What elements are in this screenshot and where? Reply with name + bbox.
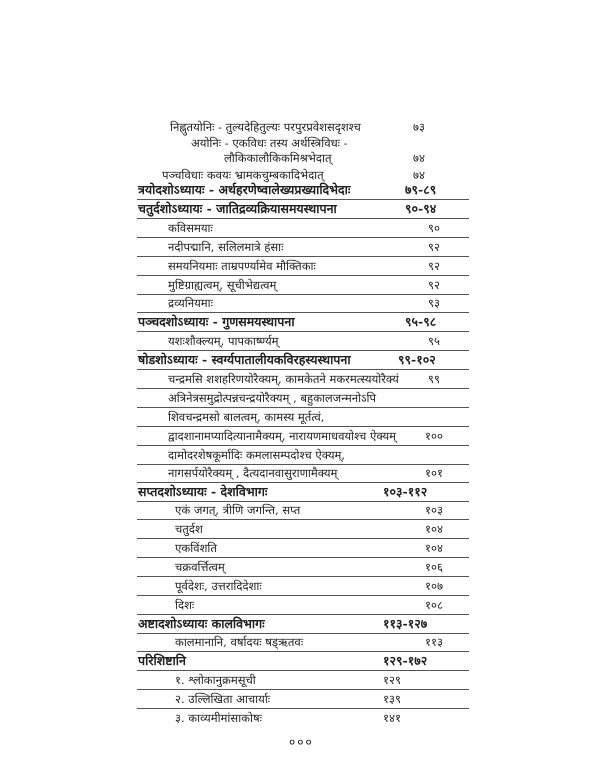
row-divider <box>137 426 469 427</box>
row-divider <box>137 464 469 465</box>
row-divider <box>137 388 469 389</box>
toc-entry-page: ७३ <box>413 120 425 134</box>
row-divider <box>137 331 469 332</box>
chapter-page-range: ९९-१०२ <box>398 352 436 367</box>
row-divider <box>137 275 469 276</box>
toc-entry-page: ११३ <box>425 635 443 649</box>
toc-entry-page: ९३ <box>428 296 440 310</box>
chapter-heading: त्रयोदशोऽध्यायः - अर्थहरणेष्वालेख्यप्रख्यादिभेदाः <box>138 182 351 197</box>
toc-entry-page: ९५ <box>428 334 440 348</box>
row-divider <box>137 218 469 219</box>
toc-entry-text: नागसर्पयोरैक्यम् , दैत्यदानवासुराणामैक्यम् <box>168 466 338 480</box>
row-divider <box>137 369 469 370</box>
toc-entry-text: दामोदरशेषकूर्मादिः कमलासम्पदोश्च ऐक्यम्, <box>168 448 346 462</box>
toc-entry-text: १. श्लोकानुक्रमसूची <box>175 673 256 687</box>
toc-entry-text: द्रव्यनियमाः <box>168 296 213 310</box>
chapter-page-range: १०३-११२ <box>383 484 428 499</box>
toc-entry-page: १०७ <box>425 579 443 593</box>
toc-entry-page: १०६ <box>425 560 443 574</box>
toc-entry-text: शिवचन्द्रमसो बालत्वम्, कामस्य मूर्तत्वं, <box>168 410 325 424</box>
chapter-heading: षोडशोऽध्यायः - स्वर्ग्यपातालीयकविरहस्यस्थापना <box>138 352 351 367</box>
toc-entry-text: अत्रिनेत्रसमुद्रोत्पन्नचन्द्रयोरैक्यम् , बहुकालजन्मनोऽपि <box>168 391 376 405</box>
row-divider <box>137 614 469 615</box>
row-divider <box>137 595 469 596</box>
toc-entry-page: ९२ <box>428 259 440 273</box>
toc-entry-text: कालमानानि, वर्षादयः षड्ऋतवः <box>175 635 304 649</box>
row-divider <box>137 519 469 520</box>
toc-entry-text: एकविंशति <box>175 541 217 555</box>
chapter-page-range: ११३-१२७ <box>383 616 428 631</box>
toc-entry-page: १०४ <box>425 541 443 555</box>
row-divider <box>137 199 469 200</box>
toc-entry-page: १३९ <box>383 692 401 706</box>
toc-entry-page: १०० <box>425 429 443 443</box>
row-divider <box>137 557 469 558</box>
row-divider <box>137 651 469 652</box>
chapter-heading: अष्टादशोऽध्यायः कालविभागः <box>138 616 265 631</box>
row-divider <box>137 538 469 539</box>
toc-entry-text: अयोनिः - एकविधः तस्य अर्थस्त्रिविधः - <box>191 136 348 150</box>
chapter-page-range: ७९-८९ <box>405 182 437 197</box>
toc-entry-page: ९२ <box>428 278 440 292</box>
toc-entry-page: ९९ <box>428 372 440 386</box>
row-divider <box>137 689 469 690</box>
toc-entry-page: ७४ <box>413 168 425 182</box>
end-mark: ००० <box>289 735 314 749</box>
row-divider <box>137 256 469 257</box>
toc-entry-page: १०३ <box>425 503 443 517</box>
row-divider <box>137 445 469 446</box>
row-divider <box>137 237 469 238</box>
row-divider <box>137 294 469 295</box>
toc-entry-text: कविसमयाः <box>168 221 213 235</box>
toc-entry-text: चन्द्रमसि शशहरिणयोरैक्यम्, कामकेतने मकरमत्स्ययोरैक्यं <box>168 372 399 386</box>
row-divider <box>137 708 469 709</box>
row-divider <box>137 312 469 313</box>
toc-entry-page: ७४ <box>413 151 425 165</box>
toc-entry-page: १०८ <box>425 598 443 612</box>
row-divider <box>137 407 469 408</box>
toc-entry-page: १०४ <box>425 522 443 536</box>
toc-entry-text: पञ्चविधाः कवयः भ्रामकचुम्बकादिभेदात् <box>162 168 324 182</box>
toc-entry-text: चक्रवर्त्तित्वम् <box>175 560 225 574</box>
toc-entry-text: ३. काव्यमीमांसाकोषः <box>175 711 262 725</box>
appendix-heading: परिशिष्टानि <box>138 653 186 668</box>
row-divider <box>137 670 469 671</box>
chapter-heading: चतुर्दशोऽध्यायः - जातिद्रव्यक्रियासमयस्थापना <box>138 201 337 216</box>
toc-entry-page: १२९ <box>383 673 401 687</box>
chapter-page-range: ९०-९४ <box>405 201 437 216</box>
toc-entry-text: नदीपद्मानि, सलिलमात्रे हंसाः <box>168 240 284 254</box>
toc-entry-text: दिशः <box>175 598 195 612</box>
toc-entry-text: समयनियमाः ताम्रपर्ण्यामेव मौक्तिकाः <box>168 259 316 273</box>
chapter-page-range: ९५-९८ <box>405 314 437 329</box>
toc-entry-text: एकं जगत्, त्रीणि जगन्ति, सप्त <box>175 503 301 517</box>
chapter-page-range: १२९-१७२ <box>383 653 428 668</box>
row-divider <box>137 350 469 351</box>
chapter-heading: पञ्चदशोऽध्यायः - गुणसमयस्थापना <box>138 314 295 329</box>
chapter-heading: सप्तदशोऽध्यायः - देशविभागः <box>138 484 268 499</box>
toc-entry-text: द्वादशानामप्यादित्यानामैक्यम्, नारायणमाधवयोश्च ऐक्यम् <box>168 429 397 443</box>
toc-entry-page: ९० <box>428 221 440 235</box>
toc-entry-text: लौकिकालौकिकमिश्रभेदात् <box>224 151 332 165</box>
row-divider <box>137 501 469 502</box>
row-divider <box>137 482 469 483</box>
toc-entry-text: चतुर्दश <box>175 522 203 536</box>
row-divider <box>137 633 469 634</box>
row-divider <box>137 576 469 577</box>
toc-entry-text: २. उल्लिखिता आचार्याः <box>175 692 271 706</box>
toc-entry-text: मुष्टिग्राह्यत्वम्, सूचीभेद्यत्वम् <box>168 278 277 292</box>
toc-entry-text: यशःशौक्ल्यम्, पापकार्ष्ण्यम् <box>168 334 279 348</box>
toc-entry-page: १०१ <box>425 466 443 480</box>
toc-entry-page: ९२ <box>428 240 440 254</box>
toc-entry-page: १४१ <box>383 711 401 725</box>
toc-entry-text: पूर्वदेशः, उत्तरादिदेशाः <box>175 579 262 593</box>
toc-entry-text: निह्नुतयोनिः - तुल्यदेहितुल्यः परपुरप्रवेशसदृशश्च <box>170 120 361 134</box>
